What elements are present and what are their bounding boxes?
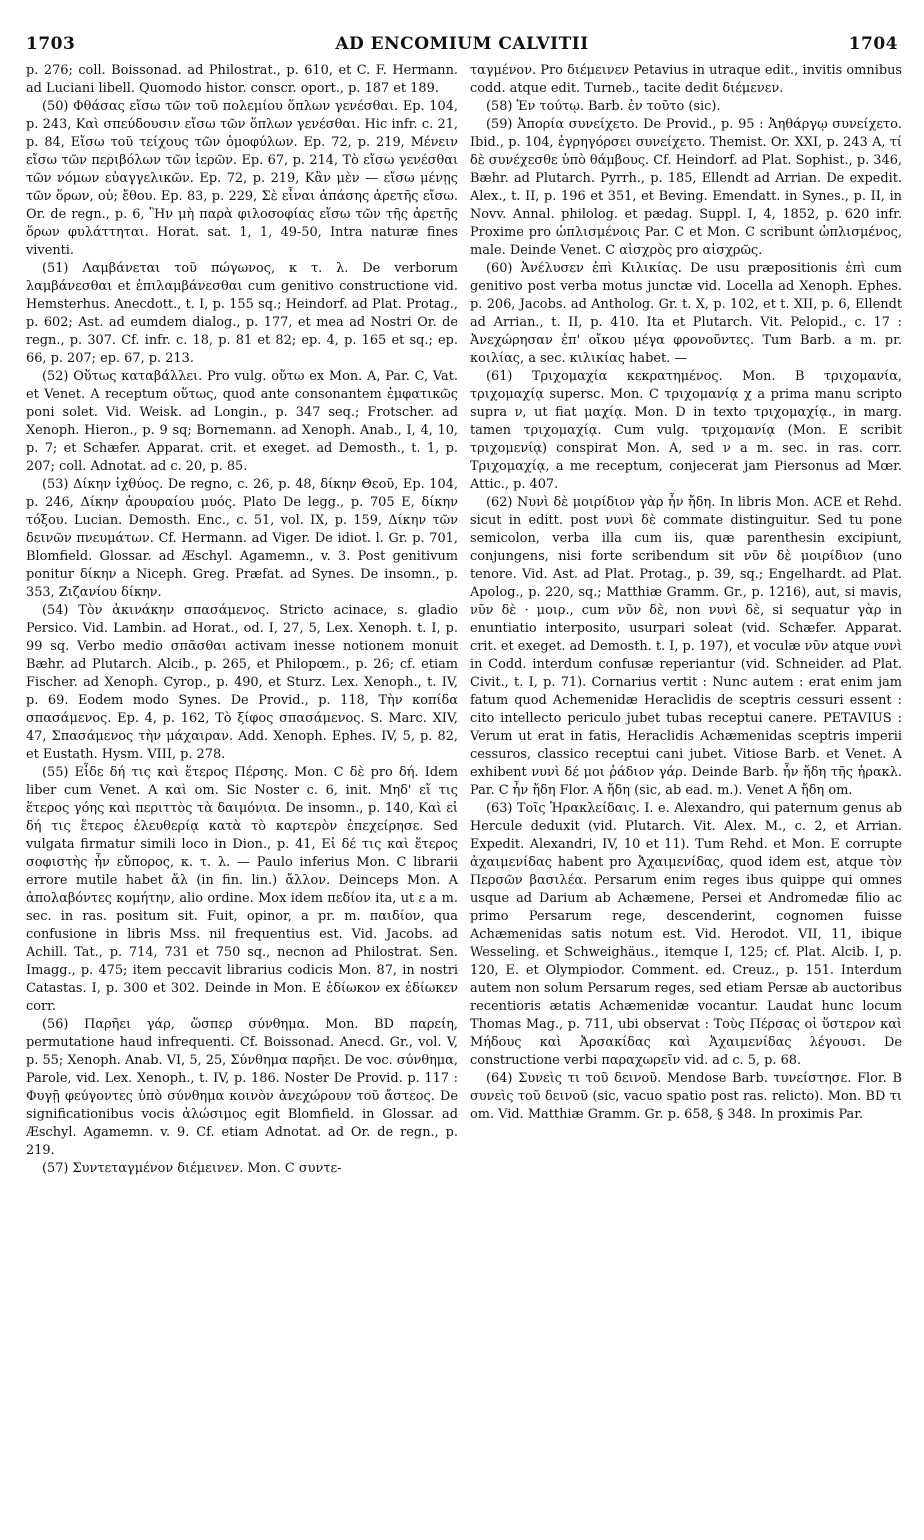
note-paragraph: (53) Δίκην ἰχθύος. De regno, c. 26, p. 48, δίκην Θεοῦ, Ep. 104, p. 246, Δίκην ἀρουραίου μυός. Plato De legg., p. 705 E, δίκην τόξου. Lucian. Demosth. Enc., c. 51, vol. IX, p. 159, Δίκην τῶν δεινῶν πνευμάτων. Cf. Hermann. ad Viger. De idiot. l. Gr. p. 701, Blomfield. Glossar. ad Æschyl. Agamemn., v. 3. Post genitivum ponitur δίκην a Niceph. Greg. Præfat. ad Synes. De insomn., p. 353, Ζιζανίου δίκην. (26, 477, 458, 600)
page-number-left: 1703 (26, 34, 76, 54)
note-paragraph: (58) Ἐν τούτῳ. Barb. ἐν τοῦτο (sic). (486, 99, 721, 114)
note-paragraph: (60) Ἀνέλυσεν ἐπὶ Κιλικίας. De usu præpositionis ἐπὶ cum genitivo post verba motus junctæ vid. Locella ad Xenoph. Ephes. p. 206, Jacobs. ad Antholog. Gr. t. X, p. 102, et t. XII, p. 6, Ellendt ad Arrian., t. II, p. 410. Ita et Plutarch. Vit. Pelopid., c. 17 : Ἀνεχώρησαν ἐπ' οἴκου μέγα φρονοῦντες. Tum Barb. a m. pr. κοιλίας, a sec. κιλικίας habet. — (470, 261, 902, 366)
note-paragraph: (63) Τοῖς Ἡρακλείδαις. I. e. Alexandro, qui paternum genus ab Hercule deduxit (vid. Plutarch. Vit. Alex. M., c. 2, et Arrian. Expedit. Alexandri, IV, 10 et 11). Tum Rehd. et Mon. E corrupte ἀχαιμενίδας habent pro Ἀχαιμενίδας, quod idem est, atque τὸν Περσῶν βασιλέα. Persarum enim reges ibus quippe qui omnes usque ad Darium ab Achæmene, Persei et Andromedæ filio ac primo Persarum rege, descenderint, cognomen fuisse Achæmenidas satis notum est. Vid. Herodot. VII, 11, ibique Wesseling. et Schweighäus., itemque I, 125; cf. Plat. Alcib. I, p. 120, E. et Olympiodor. Comment. ed. Creuz., p. 151. Interdum autem non solum Persarum reges, sed etiam Persæ ab auctoribus recentioris ætatis Achæmenidæ vocantur. Laudat hunc locum Thomas Mag., p. 711, ubi observat : Τοὺς Πέρσας οἱ ὕστερον καὶ Μήδους καὶ Ἀρσακίδας καὶ Ἀχαιμενίδας λέγουσι. De constructione verbi παραχωρεῖν vid. ad c. 5, p. 68. (470, 801, 902, 1068)
note-paragraph: (61) Τριχομαχία κεκρατημένος. Mon. B τριχομανία, τριχομαχίᾳ supersc. Mon. C τριχομανίᾳ χ a prima manu scripto supra ν, ut fiat μαχίᾳ. Mon. D in texto τριχομαχίᾳ., in marg. tamen τριχομαχίᾳ. Cum vulg. τριχομανίᾳ (Mon. E scribit τριχομενίᾳ) conspirat Mon. A, sed ν a m. sec. in ras. corr. Τριχομαχίᾳ, a me receptum, conjecerat jam Piersonus ad Mœr. Attic., p. 407. (470, 369, 902, 492)
note-paragraph: (56) Παρῆει γάρ, ὥσπερ σύνθημα. Mon. BD παρείη, permutatione haud infrequenti. Cf. Boissonad. Anecd. Gr., vol. V, p. 55; Xenoph. Anab. VI, 5, 25, Σύνθημα παρῆει. De voc. σύνθημα, Parole, vid. Lex. Xenoph., t. IV, p. 186. Noster De Provid. p. 117 : Φυγῇ φεύγοντες ὑπὸ σύνθημα κοινὸν ἀνεχώρουν τοῦ ἄστεος. De significationibus vocis ἀλώσιμος egit Blomfield. in Glossar. ad Æschyl. Agamemn. v. 9. Cf. etiam Adnotat. ad Or. de regn., p. 219. (26, 1017, 458, 1158)
running-title: AD ENCOMIUM CALVITII (335, 34, 589, 54)
note-paragraph: (62) Νυνὶ δὲ μοιρίδιον γὰρ ἦν ἤδη. In libris Mon. ACE et Rehd. sicut in editt. post νυνὶ δὲ commate distinguitur. Sed tu pone semicolon, verba illa cum iis, quæ parenthesin excipiunt, conjungens, nisi forte scribendum sit νῦν δὲ μοιρίδιον (uno tenore. Vid. Ast. ad Plat. Protag., p. 39, sq.; Engelhardt. ad Plat. Apolog., p. 220, sq.; Matthiæ Gramm. Gr., p. 1216), aut, si mavis, νῦν δὲ · μοιρ., cum νῦν δὲ, non νυνὶ δὲ, si sequatur γὰρ in enuntiatio interposito, usurpari soleat (vid. Schæfer. Apparat. crit. et exeget. ad Demosth. t. I, p. 197), et voculæ νῦν atque νυνὶ in Codd. interdum confusæ reperiantur (vid. Schneider. ad Plat. Civit., t. I, p. 71). Cornarius vertit : Nunc autem : erat enim jam fatum quod Achemenidæ Heraclidis de sceptris cessuri essent : cito intellecto periculo jubet tubas receptui canere. PETAVIUS : Verum ut erat in fatis, Heraclidis Achæmenidas sceptris imperii cessuros, classico receptui cani jubet. Vitiose Barb. et Venet. A exhibent νυνὶ δέ μοι ῥάδιον γάρ. Deinde Barb. ἦν ἤδη τῆς ἡρακλ. Par. C ἦν ἤδη Flor. A ἤδη (sic, ab ead. m.). Venet A ἤδη om. (470, 495, 902, 798)
running-header (26, 34, 898, 60)
note-paragraph: (64) Συνεὶς τι τοῦ δεινοῦ. Mendose Barb. τυνείστησε. Flor. B συνεὶς τοῦ δεινοῦ (sic, vacuo spatio post ras. relicto). Mon. BD τι om. Vid. Matthiæ Gramm. Gr. p. 658, § 348. In proximis Par. (470, 1071, 902, 1122)
right-column (470, 62, 902, 1124)
note-paragraph: (52) Οὕτως καταβάλλει. Pro vulg. οὕτω ex Mon. A, Par. C, Vat. et Venet. A receptum οὕτως, quod ante consonantem ἐμφατικῶς poni solet. Vid. Weisk. ad Longin., p. 347 seq.; Frotscher. ad Xenoph. Hieron., p. 9 sq; Bornemann. ad Xenoph. Anab., I, 4, 10, p. 7; et Schæfer. Apparat. crit. et exeget. ad Demosth., t. 1, p. 207; coll. Adnotat. ad c. 20, p. 85. (26, 369, 458, 474)
note-paragraph: (59) Ἀπορία συνείχετο. De Provid., p. 95 : Ἀηθάργῳ συνείχετο. Ibid., p. 104, ἐγρηγόρσει συνείχετο. Themist. Or. XXI, p. 243 A, τί δὲ συνέχεσθε ὑπὸ θάμβους. Cf. Heindorf. ad Plat. Sophist., p. 346, Bæhr. ad Plutarch. Pyrrh., p. 185, Ellendt ad Arrian. De expedit. Alex., t. II, p. 196 et 351, et Beving. Emendatt. in Synes., p. II, in Novv. Annal. philolog. et pædag. Suppl. I, 4, 1852, p. 620 infr. Proxime pro ὡπλισμένοις Par. C et Mon. C scribunt ὡπλισμένος, male. Deinde Venet. C αἰσχρὸς pro αἰσχρῶς. (470, 117, 902, 258)
note-paragraph: (50) Φθάσας εἴσω τῶν τοῦ πολεμίου ὅπλων γενέσθαι. Ep. 104, p. 243, Καὶ σπεύδουσιν εἴσω τῶν ὅπλων γενέσθαι. Hic infr. c. 21, p. 84, Εἴσω τοῦ τείχους τῶν ὁμοφύλων. Ep. 72, p. 219, Μένειν εἴσω τῶν περιβόλων τῶν ἱερῶν. Ep. 67, p. 214, Τὸ εἴσω γενέσθαι τῶν νόμων εὐαγγελικῶν. Ep. 72, p. 219, Κἂν μὲν — εἴσω μένῃς τῶν ὅρων, οὐ; ἔθου. Ep. 83, p. 229, Σὲ εἶναι ἁπάσης ἀρετῆς εἴσω. Or. de regn., p. 6, Ἣν μὴ παρὰ φιλοσοφίας εἴσω τῶν τῆς ἀρετῆς ὅρων φυλάττηται. Horat. sat. 1, 1, 49-50, Intra naturæ fines viventi. (26, 99, 458, 258)
note-paragraph: ταγμένον. Pro διέμεινεν Petavius in utraque edit., invitis omnibus codd. atque edit. Turneb., tacite dedit διέμενεν. (470, 63, 902, 96)
note-paragraph: p. 276; coll. Boissonad. ad Philostrat., p. 610, et C. F. Hermann. ad Luciani libell. Quomodo histor. conscr. oport., p. 187 et 189. (26, 63, 458, 96)
note-paragraph: (55) Εἶδε δή τις καὶ ἕτερος Πέρσης. Mon. C δὲ pro δή. Idem liber cum Venet. A καὶ om. Sic Noster c. 6, init. Μηδ' εἴ τις ἕτερος γόης καὶ περιττὸς τὰ δαιμόνια. De insomn., p. 140, Καὶ εἰ δή τις ἕτερος ἐλευθερίᾳ κατὰ τὸ καρτερὸν ἐπεχείρησε. Sed vulgata firmatur simili loco in Dion., p. 41, Εἰ δέ τις καὶ ἕτερος σοφιστὴς ἦν εὔπορος, κ. τ. λ. — Paulo inferius Mon. C librarii errore mutile habet ἄλ (in fin. lin.) ἄλλον. Deinceps Mon. A ἀπολαβόντες κομήτην, alio ordine. Mox idem πεδίον ita, ut ε a m. sec. in ras. positum sit. Fuit, opinor, a pr. m. παιδίον, qua confusione in libris Mss. nil frequentius est. Vid. Jacobs. ad Achill. Tat., p. 714, 731 et 750 sq., necnon ad Philostrat. Sen. Imagg., p. 475; item peccavit librarius codicis Mon. 87, in nostri Catastas. I, p. 300 et 302. Deinde in Mon. E ἐδίωκον ex ἐδίωκεν corr. (26, 765, 458, 1014)
note-paragraph: (57) Συντεταγμένον διέμεινεν. Mon. C συντε- (42, 1161, 342, 1176)
page-number-right: 1704 (848, 34, 898, 54)
left-column (26, 62, 458, 1178)
note-paragraph: (54) Τὸν ἀκινάκην σπασάμενος. Stricto acinace, s. gladio Persico. Vid. Lambin. ad Horat., od. I, 27, 5, Lex. Xenoph. t. I, p. 99 sq. Verbo medio σπᾶσθαι activam inesse notionem monuit Bæhr. ad Plutarch. Alcib., p. 265, et Philopœm., p. 26; cf. etiam Fischer. ad Xenoph. Cyrop., p. 490, et Sturz. Lex. Xenoph., t. IV, p. 69. Eodem modo Synes. De Provid., p. 118, Τὴν κοπίδα σπασάμενος. Ep. 4, p. 162, Τὸ ξίφος σπασάμενος. S. Marc. XIV, 47, Σπασάμενος τὴν μάχαιραν. Add. Xenoph. Ephes. IV, 5, p. 82, et Eustath. Hysm. VIII, p. 278. (26, 603, 458, 762)
note-paragraph: (51) Λαμβάνεται τοῦ πώγωνος, κ τ. λ. De verborum λαμβάνεσθαι et ἐπιλαμβάνεσθαι cum genitivo constructione vid. Hemsterhus. Anecdott., t. I, p. 155 sq.; Heindorf. ad Plat. Protag., p. 602; Ast. ad eumdem dialog., p. 177, et mea ad Nostri Or. de regn., p. 307. Cf. infr. c. 18, p. 81 et 82; ep. 4, p. 165 et sq.; ep. 66, p. 207; ep. 67, p. 213. (26, 261, 458, 366)
